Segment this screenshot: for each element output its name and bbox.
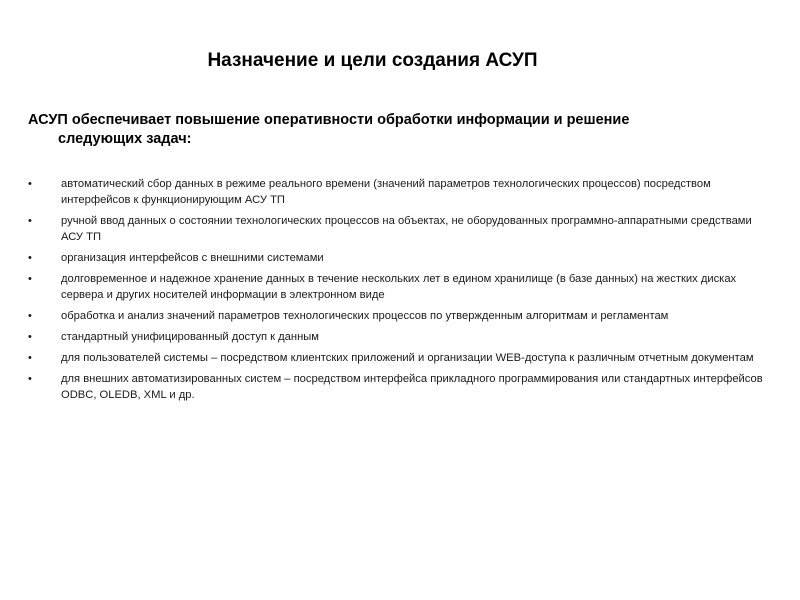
- task-list: [28, 176, 768, 408]
- bullet-icon: •: [28, 373, 32, 385]
- bullet-icon: •: [28, 310, 32, 322]
- list-item-text: автоматический сбор данных в режиме реального времени (значений параметров технологических процессов) посредством интерфейсов к функционирующим АСУ ТП: [61, 178, 711, 206]
- slide-title: Назначение и цели создания АСУП: [207, 50, 538, 71]
- list-item-text: стандартный унифицированный доступ к данным: [61, 331, 319, 343]
- bullet-icon: •: [28, 252, 32, 264]
- list-item: [28, 350, 768, 366]
- list-item: [28, 329, 768, 345]
- bullet-icon: •: [28, 331, 32, 343]
- bullet-icon: •: [28, 178, 32, 190]
- list-item: [28, 250, 768, 266]
- list-item: [28, 271, 768, 303]
- bullet-icon: •: [28, 352, 32, 364]
- list-item-text: долговременное и надежное хранение данных в течение нескольких лет в едином хранилище (в базе данных) на жестких дисках сервера и других носителей информации в электронном виде: [61, 273, 737, 301]
- list-item-text: для пользователей системы – посредством клиентских приложений и организации WEB-доступа к различным отчетным документам: [61, 352, 754, 364]
- list-item-text: обработка и анализ значений параметров технологических процессов по утвержденным алгоритмам и регламентам: [61, 310, 669, 322]
- list-item: [28, 308, 768, 324]
- bullet-icon: •: [28, 273, 32, 285]
- intro-line-2: следующих задач:: [58, 131, 192, 147]
- intro-paragraph: [28, 111, 748, 149]
- bullet-icon: •: [28, 215, 32, 227]
- list-item: [28, 213, 768, 245]
- list-item: [28, 176, 768, 208]
- list-item-text: для внешних автоматизированных систем – посредством интерфейса прикладного программирования или стандартных интерфейсов ODBC, OLEDB, XML и др.: [61, 373, 763, 401]
- intro-line-1: АСУП обеспечивает повышение оперативности обработки информации и решение: [28, 112, 630, 128]
- list-item-text: ручной ввод данных о состоянии технологических процессов на объектах, не оборудованных программно-аппаратными средствами АСУ ТП: [61, 215, 752, 243]
- list-item-text: организация интерфейсов с внешними системами: [61, 252, 324, 264]
- list-item: [28, 371, 768, 403]
